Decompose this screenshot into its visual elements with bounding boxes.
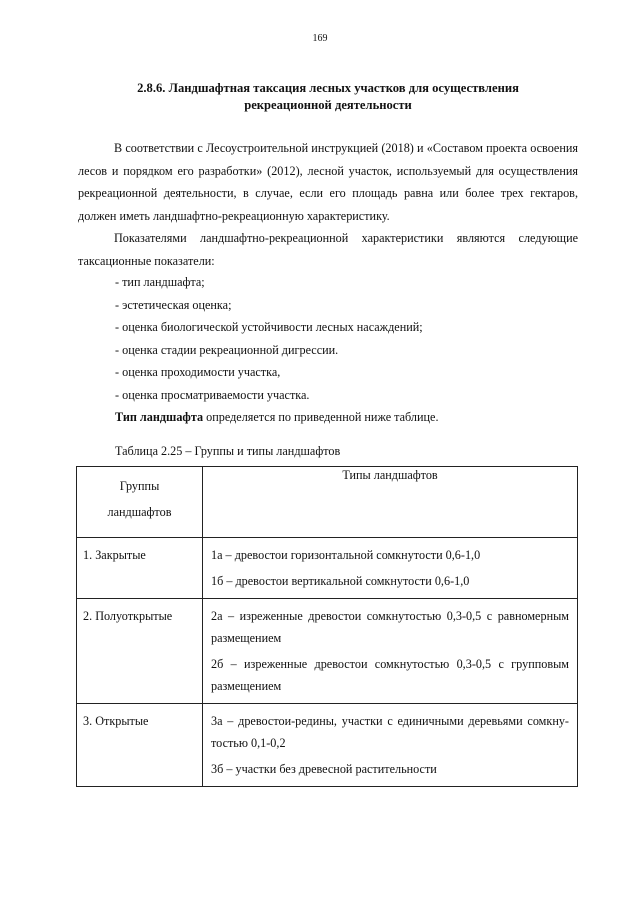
header-types: Типы ландшафтов (203, 467, 578, 538)
landscape-type-text: определяется по приведенной ниже таблице. (203, 410, 439, 424)
landscape-type-term: Тип ландшафта (115, 410, 204, 424)
type-entry: 3а – древостои-редины, участки с единичными деревьями сомкну-тостью 0,1-0,2 (211, 714, 569, 750)
table-row (77, 704, 578, 787)
landscape-type-paragraph (115, 406, 439, 429)
list-item: - оценка стадии рекреационной дигрессии. (115, 342, 339, 357)
types-cell (203, 704, 578, 787)
type-entry: 2б – изреженные древостои сомкнутостью 0,3-0,5 с групповым размещением (211, 657, 569, 693)
intro-paragraph: В соответствии с Лесоустроительной инструкцией (2018) и «Составом проекта освоения лесов и порядком его разработки» (2012), лесной участок, используемый для осуществления рекреационной деятельности, в случае, если его площадь равна или более трех гектаров, должен иметь ландшафтно-рекреационную характеристику. (78, 141, 578, 223)
header-groups-line-2: ландшафтов (107, 505, 172, 519)
table-header-row (77, 467, 578, 538)
types-cell (203, 599, 578, 704)
table-row (77, 538, 578, 599)
list-item: - оценка просматриваемости участка. (115, 387, 310, 402)
list-item: - эстетическая оценка; (115, 297, 232, 312)
type-entry: 2а – изреженные древостои сомкнутостью 0,3-0,5 с равномерным размещением (211, 609, 569, 645)
table-row (77, 599, 578, 704)
group-cell: 3. Открытые (77, 704, 203, 787)
header-groups (77, 467, 203, 538)
section-heading-line-2: рекреационной деятельности (244, 98, 412, 112)
group-cell: 1. Закрытые (77, 538, 203, 599)
landscape-table (76, 466, 578, 787)
group-cell: 2. Полуоткрытые (77, 599, 203, 704)
list-item: - оценка биологической устойчивости лесных насаждений; (115, 320, 423, 334)
header-groups-line-1: Группы (119, 479, 160, 493)
indicator-list (115, 271, 575, 406)
type-entry: 1а – древостои горизонтальной сомкнутости 0,6-1,0 (211, 548, 481, 562)
list-item: - оценка проходимости участка, (115, 365, 281, 379)
type-entry: 3б – участки без древесной растительности (211, 762, 437, 776)
page-number: 169 (312, 33, 328, 44)
indicators-paragraph: Показателями ландшафтно-рекреационной характеристики являются следующие таксационные показатели: (78, 231, 578, 268)
types-cell (203, 538, 578, 599)
section-heading (78, 80, 578, 114)
table-caption: Таблица 2.25 – Группы и типы ландшафтов (115, 444, 341, 458)
type-entry: 1б – древостои вертикальной сомкнутости 0,6-1,0 (211, 574, 470, 588)
section-heading-line-1: 2.8.6. Ландшафтная таксация лесных участков для осуществления (137, 81, 519, 95)
list-item: - тип ландшафта; (115, 275, 205, 289)
